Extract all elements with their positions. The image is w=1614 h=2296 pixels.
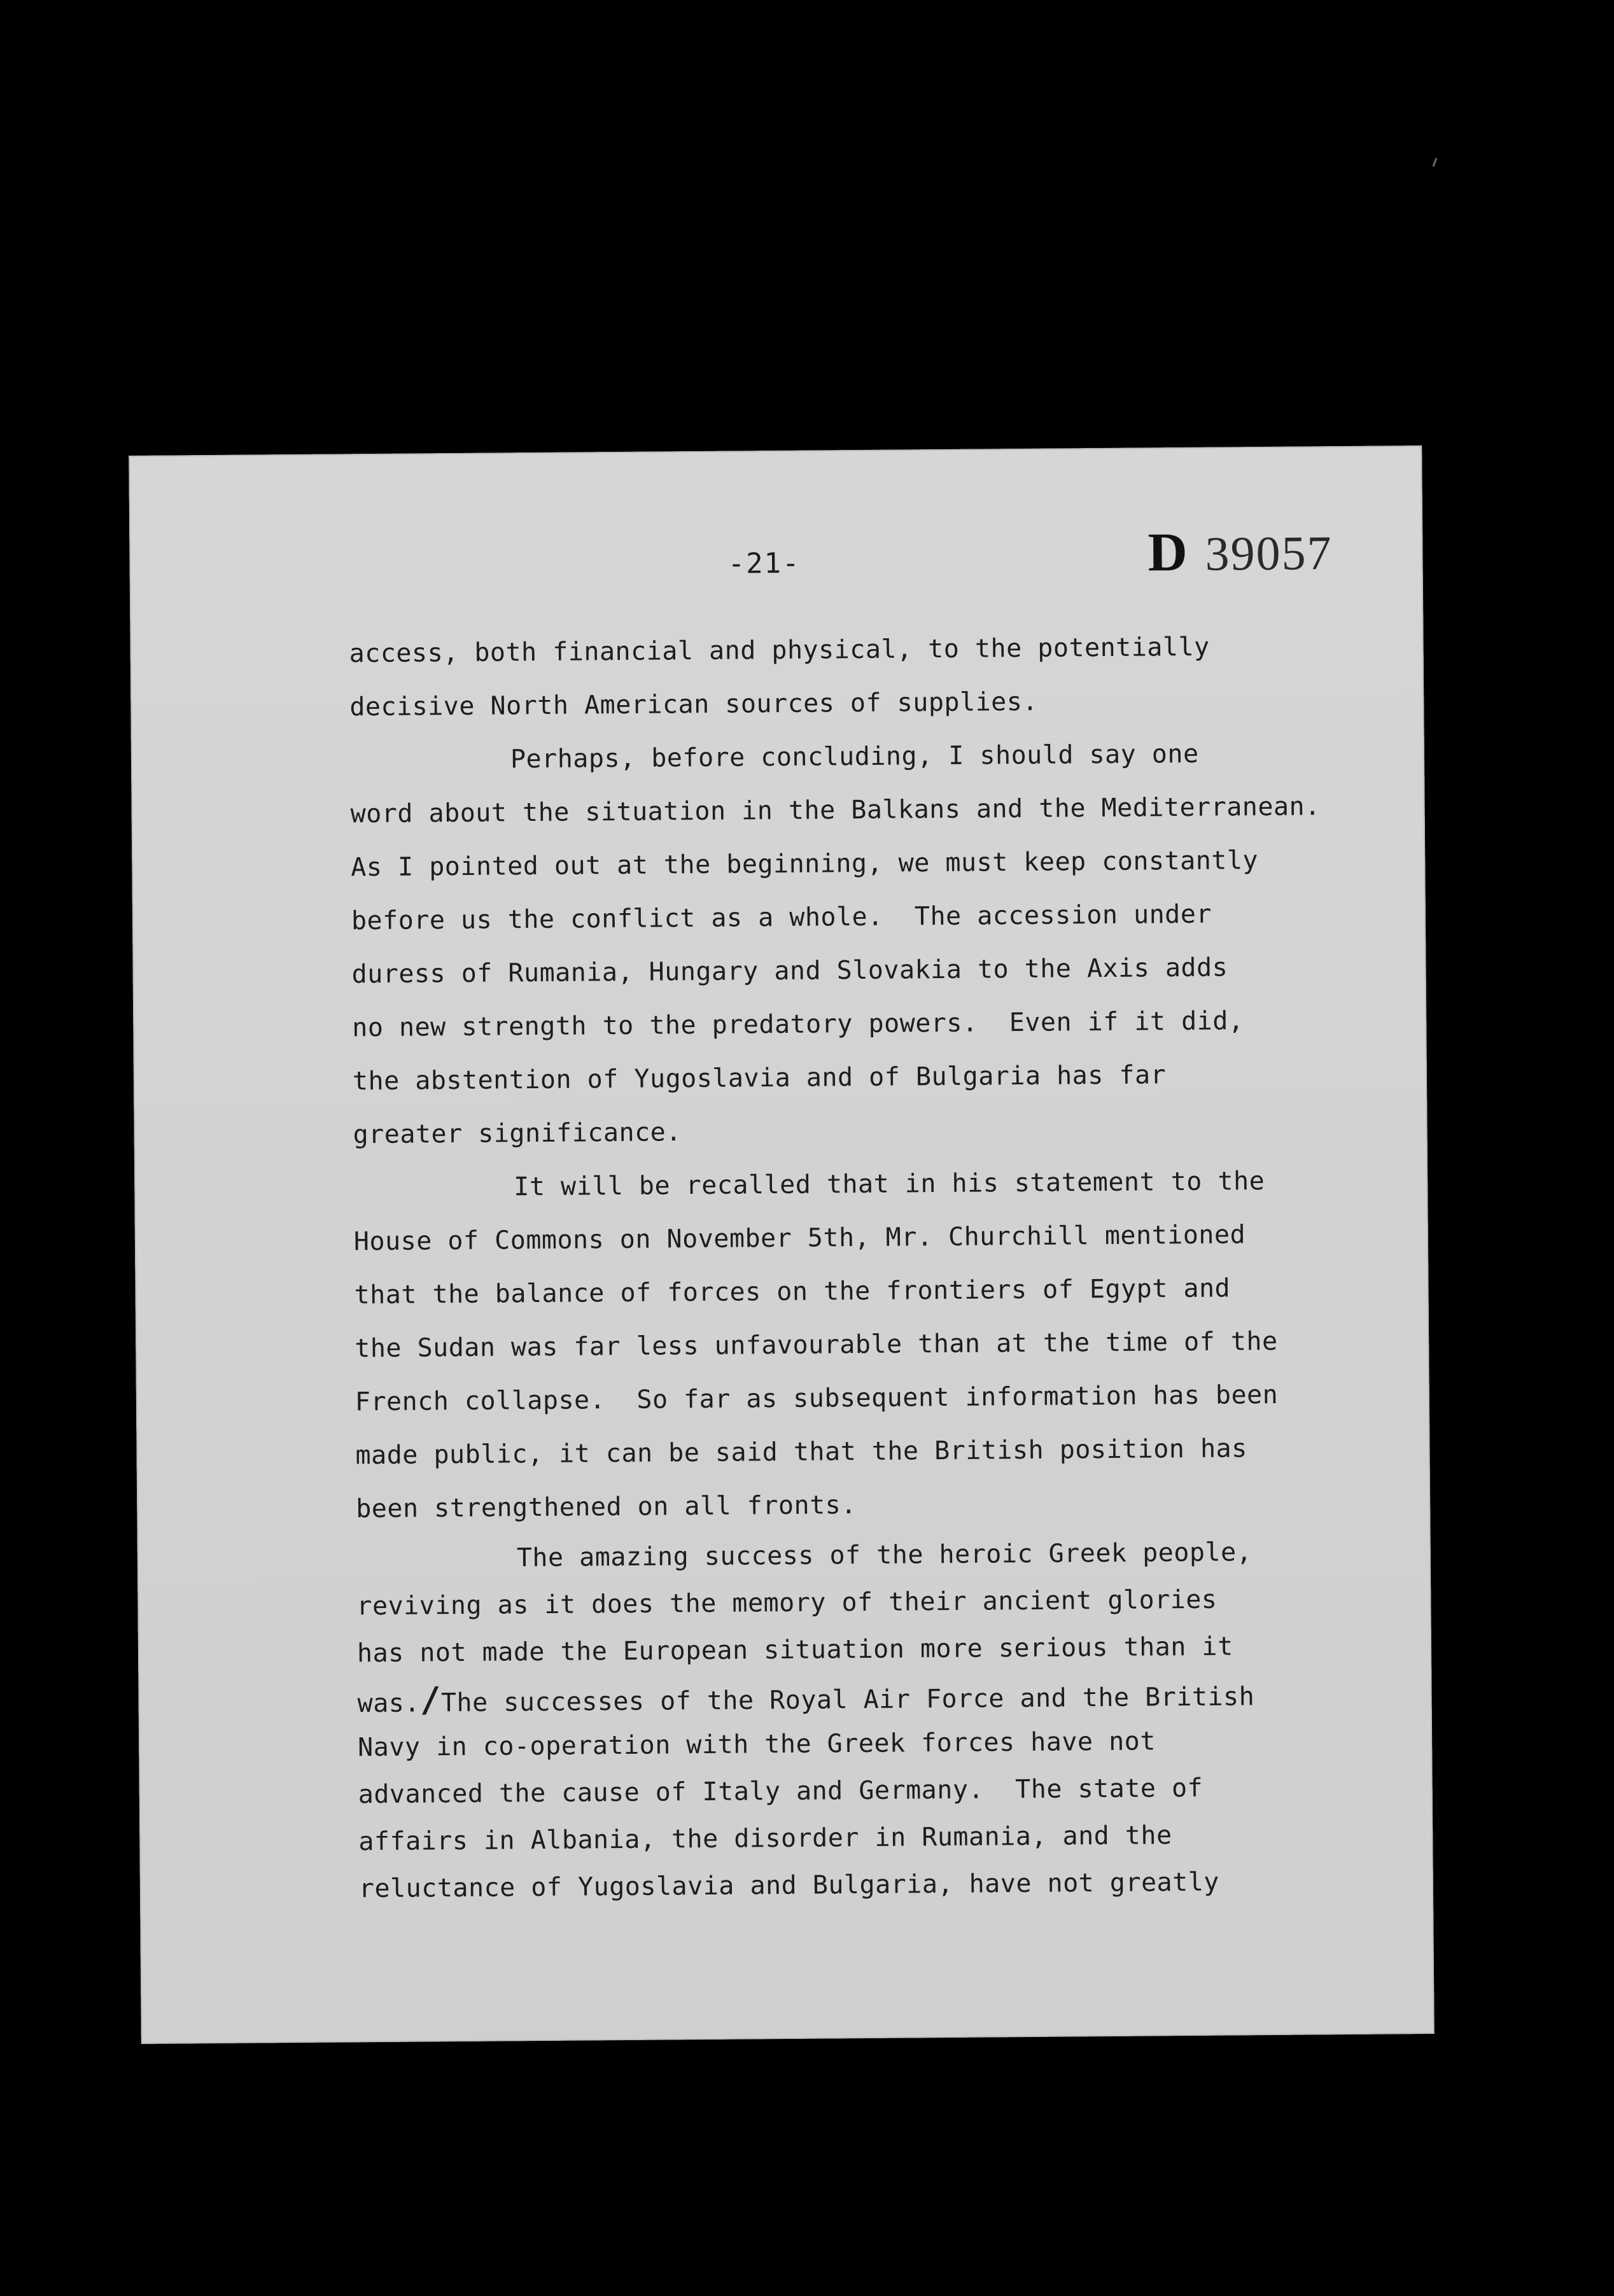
text-line: It will be recalled that in his statement to the	[514, 1166, 1265, 1202]
text-line: has not made the European situation more serious than it	[356, 1632, 1233, 1669]
text-line: affairs in Albania, the disorder in Rumania, and the	[358, 1821, 1172, 1857]
stamp-letter: D	[1147, 521, 1188, 583]
text-fragment: The successes of the Royal Air Force and the British	[440, 1682, 1255, 1718]
text-line: Perhaps, before concluding, I should say one	[510, 739, 1199, 774]
text-line: no new strength to the predatory powers. Even if it did,	[352, 1006, 1244, 1043]
text-line: greater significance.	[353, 1117, 682, 1150]
text-line: reviving as it does the memory of their ancient glories	[356, 1585, 1218, 1621]
text-line: advanced the cause of Italy and Germany. The state of	[358, 1773, 1203, 1810]
body-text	[349, 619, 1415, 1912]
text-line: been strengthened on all fronts.	[356, 1490, 857, 1524]
text-line: the Sudan was far less unfavourable than at the time of the	[354, 1326, 1278, 1364]
text-line: House of Commons on November 5th, Mr. Churchill mentioned	[353, 1220, 1246, 1257]
text-line: As I pointed out at the beginning, we must keep constantly	[351, 846, 1259, 883]
handwritten-slash-mark: /	[419, 1679, 442, 1720]
text-line: the abstention of Yugoslavia and of Bulgaria has far	[352, 1060, 1167, 1096]
document-stamp	[1147, 519, 1333, 584]
text-line: made public, it can be said that the British position has	[355, 1434, 1247, 1471]
text-line: Navy in co-operation with the Greek forces have not	[358, 1726, 1156, 1763]
text-line: before us the conflict as a whole. The accession under	[351, 899, 1212, 936]
text-line: decisive North American sources of supplies.	[349, 687, 1039, 722]
text-line: French collapse. So far as subsequent information has been	[354, 1380, 1279, 1417]
text-line: that the balance of forces on the frontiers of Egypt and	[354, 1273, 1231, 1310]
document-page	[129, 445, 1435, 2044]
film-mark	[1433, 158, 1438, 167]
page-number: -21-	[727, 547, 801, 580]
text-line: duress of Rumania, Hungary and Slovakia to the Axis adds	[351, 953, 1228, 990]
text-line: access, both financial and physical, to the potentially	[349, 632, 1210, 669]
stamp-number: 39057	[1205, 526, 1333, 581]
text-line: word about the situation in the Balkans and the Mediterranean.	[350, 792, 1321, 829]
text-line: reluctance of Yugoslavia and Bulgaria, have not greatly	[358, 1867, 1220, 1904]
text-line	[357, 1669, 1414, 1724]
text-fragment: was.	[357, 1688, 421, 1719]
text-line: The amazing success of the heroic Greek people,	[516, 1537, 1253, 1573]
